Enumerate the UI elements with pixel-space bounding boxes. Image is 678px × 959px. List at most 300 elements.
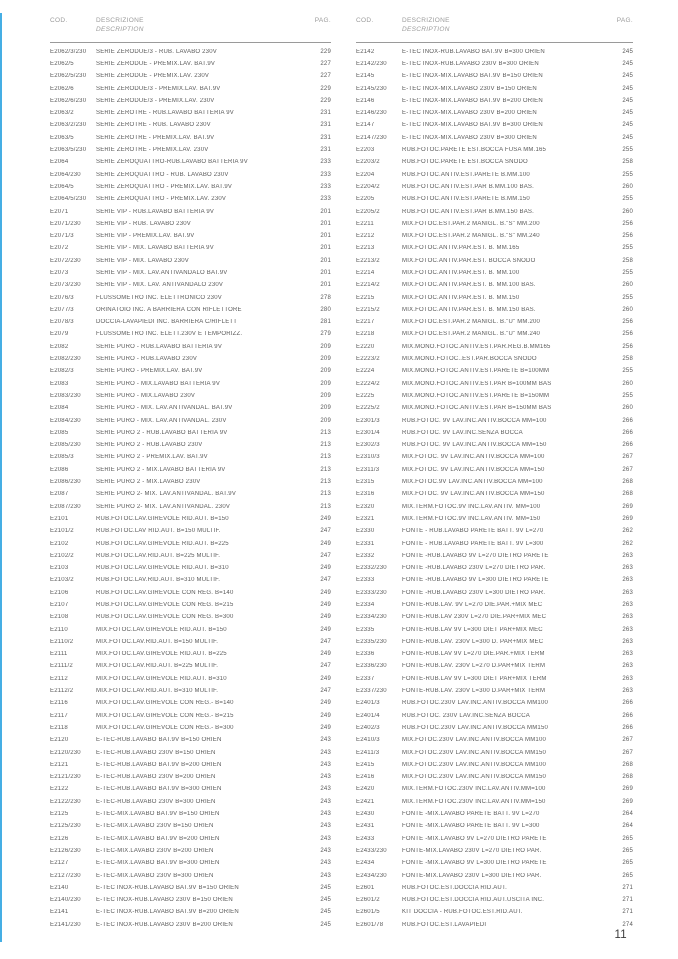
row-description: FONTE-RUB.LAV 9V L=300 DIET PAR+MIX MEC [402, 626, 543, 633]
table-row [50, 304, 331, 316]
row-description: SERIE PURO 2 - PREMIX.LAV. BAT.9V [96, 454, 208, 461]
row-code: E2203 [356, 147, 375, 154]
row-description: MIX.FOTOC.LAV.GIREVOLE CON REG.- B=140 [96, 700, 234, 707]
row-page-ref: 269 [622, 798, 633, 805]
row-page-ref: 255 [622, 368, 633, 375]
table-row [356, 365, 633, 377]
row-description: FONTE-RUB.LAV. 230V L=300 D.PAR+MIX TERM [402, 688, 546, 695]
row-description: E-TEC-RUB.LAVABO 230V B=150 ORIEN [96, 749, 216, 756]
table-row [50, 316, 331, 328]
row-page-ref: 260 [622, 282, 633, 289]
row-description: MIX.FOTOC. 9V LAV.INC.ANTIV.BOCCA MM=150 [402, 491, 545, 498]
table-row [50, 525, 331, 537]
row-code: E2083/230 [50, 392, 81, 399]
row-description: FONTE-RUB.LAV. 9V L=270 DIE.PAR.+MIX MEC [402, 602, 543, 608]
row-page-ref: 209 [320, 392, 331, 399]
row-description: MIX.FOTOC.230V LAV.INC.ANTIV.BOCCA MM150 [402, 749, 547, 756]
row-page-ref: 249 [320, 724, 331, 731]
table-row [356, 255, 633, 267]
row-code: E2101/2 [50, 528, 74, 535]
row-description: SERIE ZEROQUATTRO - RUB. LAVABO 230V [96, 171, 229, 178]
row-page-ref: 245 [622, 110, 633, 117]
table-row [356, 316, 633, 328]
table-row [50, 783, 331, 795]
table-row [356, 587, 633, 599]
table-row [50, 341, 331, 353]
header-descrizione-label: DESCRIZIONE [402, 17, 450, 24]
table-row [50, 168, 331, 180]
table-row [356, 623, 633, 635]
table-row [50, 710, 331, 722]
table-row [50, 587, 331, 599]
row-page-ref: 247 [320, 638, 331, 645]
table-row [50, 464, 331, 476]
table-row [356, 808, 633, 820]
row-description: MIX.MONO.FOTOC.ANTIV.EST.PAR.REG.B.MM165 [402, 343, 551, 350]
row-code: E2204/2 [356, 183, 380, 190]
row-page-ref: 262 [622, 528, 633, 535]
row-code: E2205 [356, 196, 375, 203]
row-code: E2311/3 [356, 466, 380, 473]
row-code: E2146 [356, 97, 375, 104]
table-row [50, 476, 331, 488]
table-row [356, 857, 633, 869]
row-page-ref: 255 [622, 245, 633, 252]
row-code: E2140 [50, 884, 69, 891]
row-description: FONTE-MIX.LAVABO 230V L=270 DIETRO PAR. [402, 847, 542, 854]
row-description: SERIE VIP - MIX. LAV.ANTIVANDALO BAT.9V [96, 269, 228, 276]
table-row [50, 746, 331, 758]
row-description: RUB.FOTOC.EST.DOCCIA RID.AUT.USCITA INC. [402, 897, 545, 904]
row-code: E2063/2 [50, 110, 74, 117]
header-description-label: DESCRIPTION [96, 25, 144, 33]
row-description: FONTE -RUB.LAVABO 9V L=270 DIETRO PARETE [402, 552, 549, 559]
table-row [356, 746, 633, 758]
table-row [356, 820, 633, 832]
row-page-ref: 201 [320, 208, 331, 215]
row-page-ref: 269 [622, 786, 633, 793]
row-code: E2107 [50, 602, 69, 608]
row-description: RUB.FOTOC.ANTIV.EST.PAR B.MM.150 BAS. [402, 208, 534, 215]
row-description: RUB.FOTOC.230V LAV.INC.ANTIV.BOCCA MM100 [402, 700, 549, 707]
row-code: E2332/230 [356, 565, 387, 572]
row-page-ref: 274 [622, 921, 633, 928]
row-page-ref: 263 [622, 651, 633, 658]
row-description: E-TEC INOX-RUB.LAVABO BAT.9V B=300 ORIEN [402, 48, 545, 55]
row-code: E2434/230 [356, 872, 387, 879]
table-row [50, 439, 331, 451]
header-pag: PAG. [314, 17, 331, 24]
table-row [50, 279, 331, 291]
row-page-ref: 266 [622, 724, 633, 731]
row-code: E2073 [50, 269, 69, 276]
row-page-ref: 233 [320, 196, 331, 203]
row-page-ref: 260 [622, 306, 633, 313]
table-row [356, 882, 633, 894]
table-row [50, 845, 331, 857]
row-description: FONTE -MIX.LAVABO 9V L=270 DIETRO PARETE [402, 835, 547, 842]
column-header [50, 14, 331, 43]
row-page-ref: 213 [320, 491, 331, 498]
row-page-ref: 243 [320, 798, 331, 805]
row-code: E2127/230 [50, 872, 81, 879]
row-page-ref: 227 [320, 73, 331, 80]
row-description: E-TEC INOX-MIX.LAVABO 230V B=200 ORIEN [402, 110, 537, 117]
table-row [50, 255, 331, 267]
row-code: E2301/4 [356, 429, 380, 436]
row-description: MIX.TERM.FOTOC.9V INC.LAV.ANTIV. MM=100 [402, 503, 541, 510]
row-description: SERIE PURO - MIX. LAV.ANTIVANDAL. BAT.9V [96, 405, 233, 412]
row-description: SERIE ZEROTRE - PREMIX.LAV. BAT.9V [96, 134, 215, 141]
row-page-ref: 280 [320, 306, 331, 313]
row-code: E2433 [356, 835, 375, 842]
row-description: MIX.TERM.FOTOC.230V INC.LAV.ANTIV.MM=100 [402, 786, 546, 793]
table-row [356, 796, 633, 808]
row-page-ref: 271 [622, 897, 633, 904]
row-description: SERIE PURO - MIX.LAVABO 230V [96, 392, 196, 399]
row-description: SERIE PURO 2- MIX. LAV.ANTIVANDAL. 230V [96, 503, 231, 510]
table-row [356, 500, 633, 512]
table-row [50, 857, 331, 869]
row-description: E-TEC-MIX.LAVABO 230V B=200 ORIEN [96, 847, 214, 854]
row-description: E-TEC INOX-MIX.LAVABO 230V B=300 ORIEN [402, 134, 537, 141]
table-row [50, 500, 331, 512]
row-description: FONTE-MIX.LAVABO 230V L=300 DIETRO PAR. [402, 872, 542, 879]
row-description: RUB.FOTOC.LAV.GIREVOLE RID.AUT. B=150 [96, 515, 229, 522]
row-description: SERIE PURO 2 - RUB.LAVABO 230V [96, 442, 203, 449]
row-page-ref: 243 [320, 786, 331, 793]
row-page-ref: 201 [320, 220, 331, 227]
row-code: E2213/2 [356, 257, 380, 264]
row-page-ref: 245 [320, 921, 331, 928]
row-page-ref: 266 [622, 700, 633, 707]
row-page-ref: 213 [320, 454, 331, 461]
row-description: E-TEC INOX-RUB.LAVABO 230V B=200 ORIEN [96, 921, 233, 928]
table-row [356, 439, 633, 451]
row-description: SERIE VIP - MIX. LAV. ANTIVANDALO 230V [96, 282, 224, 289]
row-page-ref: 262 [622, 540, 633, 547]
row-code: E2145 [356, 73, 375, 80]
row-description: SERIE PURO - MIX. LAV.ANTIVANDAL. 230V [96, 417, 227, 424]
row-code: E2085 [50, 429, 69, 436]
row-page-ref: 258 [622, 257, 633, 264]
row-code: E2112 [50, 675, 68, 682]
table-row [50, 353, 331, 365]
table-row [50, 82, 331, 94]
row-page-ref: 243 [320, 823, 331, 830]
row-description: MIX.FOTOC.230V LAV.INC.ANTIV.BOCCA MM100 [402, 761, 547, 768]
row-description: E-TEC INOX-MIX.LAVABO BAT.9V B=150 ORIEN [402, 73, 543, 80]
row-code: E2112/2 [50, 688, 74, 695]
row-page-ref: 229 [320, 97, 331, 104]
row-code: E2223/2 [356, 356, 380, 363]
row-page-ref: 201 [320, 269, 331, 276]
row-page-ref: 249 [320, 626, 331, 633]
table-row [356, 70, 633, 82]
column-header [356, 14, 633, 43]
table-row [356, 476, 633, 488]
row-page-ref: 231 [320, 147, 331, 154]
row-page-ref: 255 [622, 171, 633, 178]
table-row [356, 427, 633, 439]
row-code: E2073/230 [50, 282, 81, 289]
table-row [356, 242, 633, 254]
table-row [356, 869, 633, 881]
row-code: E2072/230 [50, 257, 81, 264]
row-page-ref: 249 [320, 675, 331, 682]
row-page-ref: 245 [622, 85, 633, 92]
table-row [356, 168, 633, 180]
row-description: SERIE VIP - RUB.LAVABO BATTERIA 9V [96, 208, 215, 215]
table-row [356, 390, 633, 402]
row-code: E2083 [50, 380, 69, 387]
row-code: E2315 [356, 479, 375, 486]
row-description: RUB.FOTOC.PARETE EST.BOCCA SNODO [402, 159, 528, 166]
row-code: E2121 [50, 761, 69, 768]
table-row [356, 710, 633, 722]
row-page-ref: 268 [622, 774, 633, 781]
row-code: E2127 [50, 860, 69, 867]
row-code: E2087 [50, 491, 69, 498]
row-page-ref: 267 [622, 454, 633, 461]
row-page-ref: 231 [320, 134, 331, 141]
row-page-ref: 245 [622, 134, 633, 141]
row-page-ref: 255 [622, 196, 633, 203]
row-code: E2420 [356, 786, 375, 793]
row-page-ref: 249 [320, 700, 331, 707]
row-description: E-TEC-MIX.LAVABO BAT.9V B=150 ORIEN [96, 811, 220, 818]
row-code: E2110/2 [50, 638, 74, 645]
row-description: MIX.MONO.FOTOC.ANTIV.EST.PARETE B=150MM [402, 392, 550, 399]
row-page-ref: 231 [320, 122, 331, 129]
row-description: E-TEC-RUB.LAVABO 230V B=300 ORIEN [96, 798, 216, 805]
row-page-ref: 243 [320, 811, 331, 818]
table-row [356, 464, 633, 476]
row-code: E2120 [50, 737, 69, 744]
row-description: MIX.FOTOC.ANTIV.PAR.EST. B. MM.150 BAS. [402, 306, 536, 313]
row-code: E2120/230 [50, 749, 81, 756]
row-code: E2087/230 [50, 503, 81, 510]
row-code: E2082/3 [50, 368, 74, 375]
row-page-ref: 271 [622, 909, 633, 916]
header-description [96, 17, 303, 34]
row-code: E2062/5/230 [50, 73, 87, 80]
row-code: E2402/3 [356, 724, 380, 731]
row-page-ref: 265 [622, 847, 633, 854]
table-row [50, 144, 331, 156]
row-description: RUB.FOTOC.ANTIV.EST.PARETE B.MM.100 [402, 171, 530, 178]
row-code: E2082/230 [50, 356, 81, 363]
table-row [50, 46, 331, 58]
row-page-ref: 256 [622, 233, 633, 240]
row-code: E2415 [356, 761, 375, 768]
row-description: MIX.FOTOC.LAV.GIREVOLE CON REG.- B=215 [96, 712, 234, 719]
row-page-ref: 227 [320, 60, 331, 67]
table-row [50, 119, 331, 131]
row-description: MIX.FOTOC.EST.PAR.2 MANIGL. B."S" MM.240 [402, 233, 540, 240]
row-description: RUB.FOTOC.ANTIV.EST.PAR B.MM.100 BAS. [402, 183, 534, 190]
row-page-ref: 267 [622, 466, 633, 473]
row-page-ref: 245 [320, 884, 331, 891]
row-page-ref: 269 [622, 515, 633, 522]
row-page-ref: 245 [320, 909, 331, 916]
row-description: E-TEC-MIX.LAVABO 230V B=150 ORIEN [96, 823, 214, 830]
row-description: MIX.FOTOC.LAV.GIREVOLE CON REG.- B=300 [96, 724, 234, 731]
table-row [356, 734, 633, 746]
table-row [356, 156, 633, 168]
row-code: E2085/230 [50, 442, 81, 449]
row-code: E2332 [356, 552, 375, 559]
table-row [50, 230, 331, 242]
table-row [50, 623, 331, 635]
table-row [50, 193, 331, 205]
table-row [50, 882, 331, 894]
row-description: ORINATOIO INC. A BARRIERA CON RIFLETTORE [96, 306, 242, 313]
row-description: SERIE PURO 2- MIX. LAV.ANTIVANDAL. BAT.9V [96, 491, 237, 498]
row-code: E2063/5/230 [50, 147, 87, 154]
row-code: E2204 [356, 171, 375, 178]
table-row [50, 95, 331, 107]
row-code: E2140/230 [50, 897, 81, 904]
row-code: E2126 [50, 835, 69, 842]
row-page-ref: 247 [320, 552, 331, 559]
row-description: MIX.MONO.FOTOC.ANTIV.EST.PARETE B=100MM [402, 368, 550, 375]
row-description: FONTE -RUB.LAVABO 230V L=300 DIETRO PAR. [402, 589, 546, 596]
table-row [356, 599, 633, 611]
row-description: RUB.FOTOC.ANTIV.EST.PARETE B.MM.150 [402, 196, 530, 203]
row-page-ref: 265 [622, 860, 633, 867]
table-row [356, 279, 633, 291]
row-description: MIX.FOTOC.ANTIV.PAR.EST. B. MM.100 BAS. [402, 282, 536, 289]
row-code: E2141 [50, 909, 69, 916]
row-description: FONTE -MIX.LAVABO PARETE BATT. 9V L=300 [402, 823, 540, 830]
table-row [356, 95, 633, 107]
row-description: E-TEC INOX-MIX.LAVABO BAT.9V B=200 ORIEN [402, 97, 543, 104]
row-description: FONTE - RUB.LAVABO PARETE BATT. 9V L=300 [402, 540, 544, 547]
row-description: FONTE-RUB.LAV 9V L=300 DIET PAR+MIX TERM [402, 675, 547, 682]
row-description: SERIE ZERODUE - PREMIX.LAV. 230V [96, 73, 210, 80]
table-row [356, 636, 633, 648]
row-code: E2071/3 [50, 233, 74, 240]
row-description: RUB.FOTOC.PARETE EST.BOCCA FUSA MM.165 [402, 147, 547, 154]
row-page-ref: 271 [622, 884, 633, 891]
row-code: E2214 [356, 269, 375, 276]
row-description: MIX.FOTOC.LAV.GIREVOLE RID.AUT. B=225 [96, 651, 227, 658]
row-code: E2106 [50, 589, 69, 596]
row-code: E2062/6/230 [50, 97, 87, 104]
table-row [50, 513, 331, 525]
row-code: E2063/2/230 [50, 122, 87, 129]
row-page-ref: 213 [320, 479, 331, 486]
row-page-ref: 245 [622, 122, 633, 129]
table-row [356, 537, 633, 549]
row-code: E2064/5 [50, 183, 74, 190]
row-code: E2147 [356, 122, 375, 129]
row-code: E2214/2 [356, 282, 380, 289]
row-page-ref: 263 [622, 552, 633, 559]
row-description: MIX.FOTOC.EST.PAR.2 MANIGL. B."U" MM.240 [402, 331, 541, 338]
row-page-ref: 243 [320, 835, 331, 842]
row-description: SERIE PURO - RUB.LAVABO 230V [96, 356, 198, 363]
row-code: E2410/3 [356, 737, 380, 744]
table-row [50, 328, 331, 340]
row-code: E2147/230 [356, 134, 387, 141]
header-cod: COD. [50, 17, 68, 24]
row-code: E2110 [50, 626, 68, 633]
row-code: E2225 [356, 392, 375, 399]
table-row [50, 378, 331, 390]
row-page-ref: 256 [622, 319, 633, 326]
row-code: E2126/230 [50, 847, 81, 854]
row-description: SERIE ZEROTRE - PREMIX.LAV. 230V [96, 147, 209, 154]
page-number: 11 [614, 929, 627, 941]
row-description: E-TEC-RUB.LAVABO BAT.9V B=150 ORIEN [96, 737, 222, 744]
row-page-ref: 249 [320, 602, 331, 608]
row-page-ref: 249 [320, 712, 331, 719]
row-page-ref: 209 [320, 368, 331, 375]
row-page-ref: 243 [320, 847, 331, 854]
table-row [356, 353, 633, 365]
row-code: E2064/5/230 [50, 196, 87, 203]
table-row [356, 304, 633, 316]
table-row [356, 291, 633, 303]
row-code: E2431 [356, 823, 375, 830]
row-description: E-TEC INOX-RUB.LAVABO 230V B=150 ORIEN [96, 897, 233, 904]
row-code: E2062/5 [50, 60, 74, 67]
row-description: MIX.TERM.FOTOC.230V INC.LAV.ANTIV.MM=150 [402, 798, 546, 805]
table-row [356, 328, 633, 340]
row-description: E-TEC INOX-RUB.LAVABO 230V B=300 ORIEN [402, 60, 539, 67]
row-code: E2071/230 [50, 220, 81, 227]
row-description: SERIE PURO - PREMIX.LAV. BAT.9V [96, 368, 203, 375]
row-description: RUB.FOTOC. 9V LAV.INC.SENZA BOCCA [402, 429, 523, 436]
row-code: E2224/2 [356, 380, 380, 387]
header-descrizione-label: DESCRIZIONE [96, 17, 144, 24]
row-code: E2141/230 [50, 921, 81, 928]
table-row [50, 58, 331, 70]
table-row [356, 46, 633, 58]
row-description: FONTE-RUB.LAV. 230V L=300 D. PAR+MIX MEC [402, 638, 544, 645]
table-row [356, 58, 633, 70]
row-code: E2434 [356, 860, 375, 867]
row-description: SERIE ZERODUE/3 - RUB. LAVABO 230V [96, 48, 217, 55]
row-code: E2121/230 [50, 774, 81, 781]
row-page-ref: 256 [622, 331, 633, 338]
table-row [356, 414, 633, 426]
table-row [50, 107, 331, 119]
row-page-ref: 213 [320, 429, 331, 436]
row-description: SERIE PURO 2 - MIX.LAVABO 230V [96, 479, 201, 486]
table-row [356, 525, 633, 537]
table-row [50, 365, 331, 377]
row-code: E2213 [356, 245, 375, 252]
row-description: RUB.FOTOC.LAV.GIREVOLE CON REG. B=300 [96, 614, 234, 621]
table-row [50, 427, 331, 439]
row-code: E2301/3 [356, 417, 380, 424]
row-page-ref: 263 [622, 565, 633, 572]
row-description: E-TEC-RUB.LAVABO BAT.9V B=200 ORIEN [96, 761, 222, 768]
row-page-ref: 245 [622, 60, 633, 67]
row-code: E2212 [356, 233, 375, 240]
row-description: MIX.FOTOC.LAV.GIREVOLE RID.AUT. B=310 [96, 675, 227, 682]
row-code: E2145/230 [356, 85, 387, 92]
row-description: MIX.FOTOC.ANTIV.PAR.EST. BOCCA SNODO [402, 257, 536, 264]
row-description: FONTE-RUB.LAV 230V L=270 DIE.PAR+MIX MEC [402, 614, 547, 621]
row-page-ref: 201 [320, 282, 331, 289]
row-page-ref: 247 [320, 688, 331, 695]
row-code: E2086/230 [50, 479, 81, 486]
row-code: E2401/3 [356, 700, 380, 707]
